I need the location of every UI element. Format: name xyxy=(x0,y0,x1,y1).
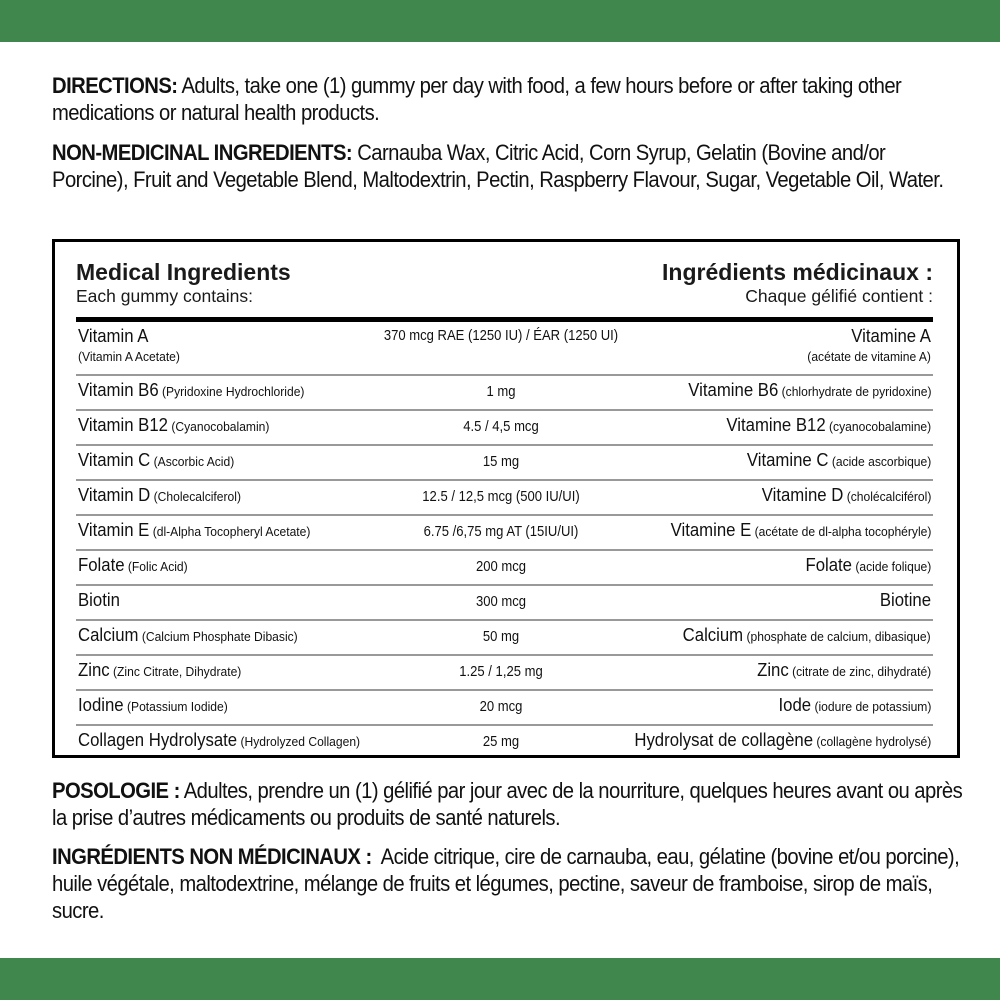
posologie-label: POSOLOGIE : xyxy=(52,778,180,803)
table-row xyxy=(76,551,933,586)
table-row xyxy=(76,376,933,411)
non-medicinaux-paragraph xyxy=(52,843,964,924)
ingredient-en: Vitamin A (Vitamin A Acetate) xyxy=(78,326,180,364)
ingredient-fr: Folate (acide folique) xyxy=(805,555,931,575)
ingredient-fr: Vitamine E (acétate de dl-alpha tocophéryle) xyxy=(670,520,931,540)
ingredient-fr: Vitamine C (acide ascorbique) xyxy=(746,450,931,470)
ingredient-en: Zinc (Zinc Citrate, Dihydrate) xyxy=(78,660,242,680)
ingredient-en: Vitamin D (Cholecalciferol) xyxy=(78,485,241,505)
ingredient-amount: 200 mcg xyxy=(475,559,527,575)
ingredient-amount: 50 mg xyxy=(482,629,520,645)
ingredient-en: Vitamin B12 (Cyanocobalamin) xyxy=(78,415,270,435)
table-header-en xyxy=(76,258,291,306)
ingredient-amount: 6.75 /6,75 mg AT (15IU/UI) xyxy=(423,524,579,540)
directions-text: Adults, take one (1) gummy per day with food, a few hours before or after taking other medications or natural health products. xyxy=(52,73,902,125)
table-row xyxy=(76,446,933,481)
table-row xyxy=(76,481,933,516)
ingredient-en: Iodine (Potassium Iodide) xyxy=(78,695,228,715)
ingredient-fr: Hydrolysat de collagène (collagène hydrolysé) xyxy=(634,730,931,750)
table-row xyxy=(76,516,933,551)
table-row xyxy=(76,411,933,446)
ingredient-en: Calcium (Calcium Phosphate Dibasic) xyxy=(78,625,298,645)
ingredient-amount: 12.5 / 12,5 mcg (500 IU/UI) xyxy=(422,489,580,505)
table-subtitle-fr: Chaque gélifié contient : xyxy=(745,286,933,306)
ingredient-fr: Iode (iodure de potassium) xyxy=(778,695,931,715)
ingredient-fr: Vitamine B12 (cyanocobalamine) xyxy=(726,415,931,435)
ingredient-amount: 25 mg xyxy=(482,734,520,750)
table-row xyxy=(76,656,933,691)
posologie-paragraph xyxy=(52,777,964,831)
top-green-band xyxy=(0,0,1000,42)
bottom-green-band xyxy=(0,958,1000,1000)
ingredient-rows xyxy=(76,322,933,759)
ingredient-amount: 1.25 / 1,25 mg xyxy=(459,664,543,680)
table-row xyxy=(76,726,933,759)
table-header-fr xyxy=(662,258,933,306)
non-medicinal-label: NON-MEDICINAL INGREDIENTS: xyxy=(52,140,353,165)
ingredient-amount: 15 mg xyxy=(482,454,520,470)
ingredient-fr: Vitamine D (cholécalciférol) xyxy=(761,485,931,505)
ingredient-fr: Zinc (citrate de zinc, dihydraté) xyxy=(756,660,931,680)
non-medicinaux-text: Acide citrique, cire de carnauba, eau, gélatine (bovine et/ou porcine), huile végétale, maltodextrine, mélange de fruits et légumes, pectine, saveur de framboise, sirop de maïs, sucre. xyxy=(52,844,965,923)
ingredient-amount: 4.5 / 4,5 mcg xyxy=(463,419,539,435)
table-row xyxy=(76,586,933,621)
table-title-fr: Ingrédients médicinaux : xyxy=(662,259,933,285)
non-medicinal-paragraph xyxy=(52,139,964,193)
ingredient-fr: Biotine xyxy=(879,590,931,610)
posologie-text: Adultes, prendre un (1) gélifié par jour avec de la nourriture, quelques heures avant ou après la prise d’autres médicaments ou produits de santé naturels. xyxy=(52,778,963,830)
ingredient-amount: 20 mcg xyxy=(479,699,523,715)
ingredient-fr: Vitamine B6 (chlorhydrate de pyridoxine) xyxy=(687,380,931,400)
non-medicinaux-label: INGRÉDIENTS NON MÉDICINAUX : xyxy=(52,844,372,869)
ingredient-amount: 1 mg xyxy=(486,384,516,400)
table-row xyxy=(76,691,933,726)
ingredient-amount: 370 mcg RAE (1250 IU) / ÉAR (1250 UI) xyxy=(383,328,619,344)
ingredient-fr: Vitamine A (acétate de vitamine A) xyxy=(807,326,931,364)
ingredient-en: Collagen Hydrolysate (Hydrolyzed Collagen) xyxy=(78,730,361,750)
table-row xyxy=(76,322,933,376)
ingredient-en: Vitamin C (Ascorbic Acid) xyxy=(78,450,235,470)
table-title-en: Medical Ingredients xyxy=(76,259,291,285)
ingredient-amount: 300 mcg xyxy=(475,594,527,610)
directions-paragraph xyxy=(52,72,964,126)
medical-ingredients-table xyxy=(52,239,960,758)
ingredient-fr: Calcium (phosphate de calcium, dibasique) xyxy=(683,625,931,645)
ingredient-en: Folate (Folic Acid) xyxy=(78,555,188,575)
directions-label: DIRECTIONS: xyxy=(52,73,178,98)
ingredient-en: Vitamin E (dl-Alpha Tocopheryl Acetate) xyxy=(78,520,311,540)
ingredient-en: Biotin xyxy=(78,590,120,610)
table-subtitle-en: Each gummy contains: xyxy=(76,286,254,306)
non-medicinal-text: Carnauba Wax, Citric Acid, Corn Syrup, Gelatin (Bovine and/or Porcine), Fruit and Vegetable Blend, Maltodextrin, Pectin, Raspberry Flavour, Sugar, Vegetable Oil, Water. xyxy=(52,140,944,192)
ingredient-en: Vitamin B6 (Pyridoxine Hydrochloride) xyxy=(78,380,305,400)
table-row xyxy=(76,621,933,656)
